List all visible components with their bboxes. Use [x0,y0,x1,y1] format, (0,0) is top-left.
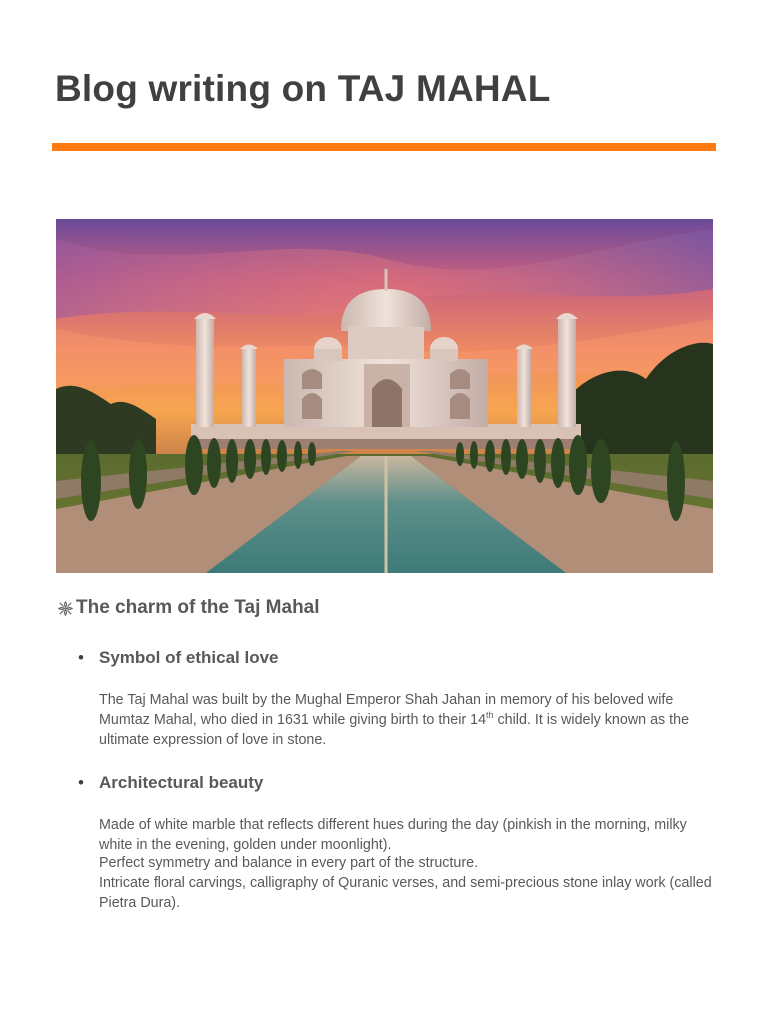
paragraph-text: child. It is widely known as the ultimate expression of love in stone. [99,712,690,748]
subsection-paragraph: Perfect symmetry and balance in every part of the structure. [99,855,479,871]
hero-image [56,219,713,573]
title-rule [52,143,716,151]
subsection-heading: Architectural beauty [99,773,264,792]
subsection-paragraph: Intricate floral carvings, calligraphy of Quranic verses, and semi-precious stone inlay work (called Pietra Dura). [99,875,712,911]
subsection-paragraph [99,690,714,750]
flower-icon [56,599,75,618]
section-heading [56,597,320,619]
bullet-marker: • [78,648,84,667]
subsection-paragraph: Made of white marble that reflects different hues during the day (pinkish in the morning, milky white in the evening, golden under moonlight). [99,817,687,853]
section-heading-text: The charm of the Taj Mahal [76,597,320,618]
bullet-marker: • [78,773,84,792]
subsection-heading: Symbol of ethical love [99,648,279,667]
paragraph-text: The Taj Mahal was built by the Mughal Emperor Shah Jahan in memory of his beloved wife Mumtaz Mahal, who died in 1631 while giving birth to their 14 [99,692,674,728]
page-title: Blog writing on TAJ MAHAL [55,68,551,109]
ordinal-suffix: th [486,710,494,721]
